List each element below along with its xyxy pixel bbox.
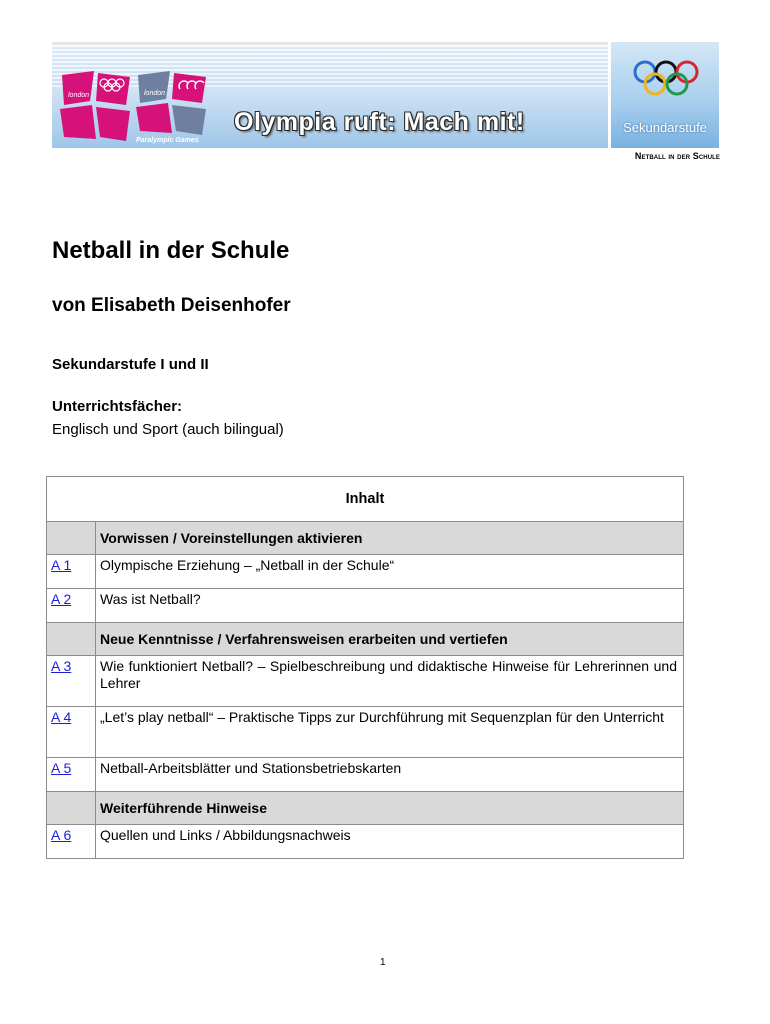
item-code-link[interactable]: A 6 [51,827,72,843]
banner-side-panel [611,42,719,148]
item-code-link[interactable]: A 2 [51,591,72,607]
london-2012-paralympic-logo [136,71,208,135]
section-row [47,623,684,656]
item-code-cell [47,825,96,859]
paralympic-games-caption: Paralympic Games [136,137,199,144]
section-title: Weiterführende Hinweise [96,792,684,825]
contents-item-row [47,555,684,589]
item-code-link[interactable]: A 5 [51,760,72,776]
school-level: Sekundarstufe I und II [52,356,209,373]
item-code-cell [47,656,96,707]
subjects-label: Unterrichtsfächer: [52,398,183,415]
item-title: Olympische Erziehung – „Netball in der Schule“ [96,555,684,589]
subjects-value: Englisch und Sport (auch bilingual) [52,421,284,438]
item-title: Was ist Netball? [96,589,684,623]
item-code-link[interactable]: A 1 [51,557,72,573]
section-code-cell [47,792,96,825]
header-banner [52,42,719,148]
section-code-cell [47,623,96,656]
item-code-link[interactable]: A 3 [51,658,72,674]
document-title: Netball in der Schule [52,237,290,264]
item-title: Wie funktioniert Netball? – Spielbeschreibung und didaktische Hinweise für Lehrerinnen und Lehrer [96,656,684,707]
banner-main-panel [52,42,608,148]
contents-item-row [47,825,684,859]
contents-header-row [47,477,684,522]
banner-title: Olympia ruft: Mach mit! [234,108,525,136]
section-title: Vorwissen / Voreinstellungen aktivieren [96,522,684,555]
svg-text:london: london [68,92,90,99]
running-header [560,151,720,161]
sekundarstufe-label: Sekundarstufe [623,120,707,135]
contents-item-row [47,758,684,792]
running-header-text: Netball in der Schule [634,151,720,161]
contents-item-row [47,707,684,758]
contents-item-row [47,589,684,623]
page-number: 1 [380,957,386,968]
item-code-cell [47,707,96,758]
section-code-cell [47,522,96,555]
item-title: „Let’s play netball“ – Praktische Tipps zur Durchführung mit Sequenzplan für den Unterricht [96,707,684,758]
contents-item-row [47,656,684,707]
london-2012-olympic-logo [60,71,132,141]
contents-heading: Inhalt [47,477,684,522]
contents-table [46,476,684,859]
section-title: Neue Kenntnisse / Verfahrensweisen erarbeiten und vertiefen [96,623,684,656]
svg-text:london: london [144,90,166,97]
olympic-rings-icon [633,56,699,108]
item-code-cell [47,555,96,589]
document-author: von Elisabeth Deisenhofer [52,295,291,316]
item-title: Quellen und Links / Abbildungsnachweis [96,825,684,859]
item-code-cell [47,758,96,792]
item-title: Netball-Arbeitsblätter und Stationsbetriebskarten [96,758,684,792]
section-row [47,792,684,825]
item-code-cell [47,589,96,623]
item-code-link[interactable]: A 4 [51,709,72,725]
section-row [47,522,684,555]
